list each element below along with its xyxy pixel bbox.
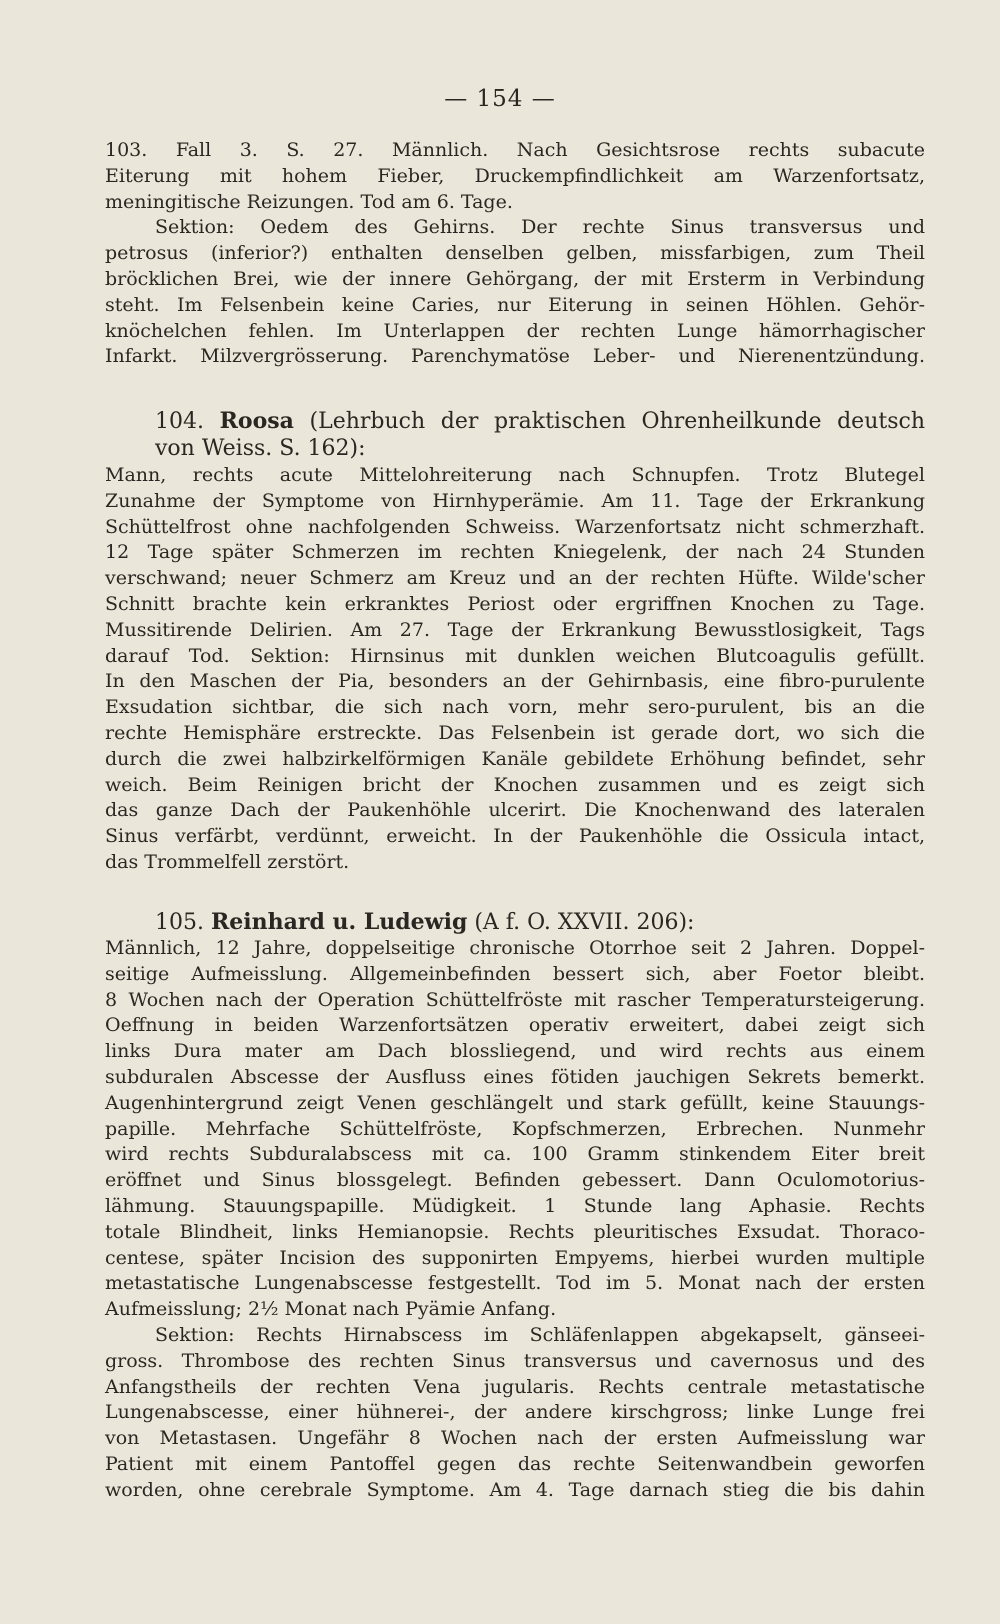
text-line: petrosus (inferior?) enthalten denselben gelben, missfarbigen, zum Theil [105, 242, 925, 265]
text-line: Augenhintergrund zeigt Venen geschlängelt und stark gefüllt, keine Stauungs- [105, 1091, 925, 1114]
text-line: In den Maschen der Pia, besonders an der Gehirnbasis, eine fibro-purulente [105, 670, 925, 693]
source-reference: (Lehrbuch der praktischen Ohrenheilkunde deutsch [309, 409, 925, 434]
case-number: 104. [155, 409, 204, 434]
author-name: Roosa [219, 408, 294, 434]
text-line: metastatische Lungenabscesse festgestellt. Tod im 5. Monat nach der ersten [105, 1272, 925, 1295]
page-number: — 154 — [444, 86, 556, 112]
text-line: das Trommelfell zerstört. [105, 850, 350, 873]
text-line: Schüttelfrost ohne nachfolgenden Schweiss. Warzenfortsatz nicht schmerzhaft. [105, 515, 925, 538]
case-105-paragraph [105, 908, 925, 1504]
text-line: papille. Mehrfache Schüttelfröste, Kopfschmerzen, Erbrechen. Nunmehr [105, 1117, 925, 1140]
text-line: Schnitt brachte kein erkranktes Periost oder ergriffnen Knochen zu Tage. [105, 592, 925, 615]
text-line: Lungenabscesse, einer hühnerei-, der andere kirschgross; linke Lunge frei [105, 1401, 925, 1424]
text-line: verschwand; neuer Schmerz am Kreuz und an der rechten Hüfte. Wilde'scher [105, 567, 925, 590]
text-line: gross. Thrombose des rechten Sinus transversus und cavernosus und des [105, 1349, 925, 1372]
text-line: Sektion: Oedem des Gehirns. Der rechte Sinus transversus und [155, 216, 925, 239]
case-104-heading-line2: von Weiss. S. 162): [155, 436, 366, 461]
text-line: rechte Hemisphäre erstreckte. Das Felsenbein ist gerade dort, wo sich die [105, 721, 925, 744]
case-number: 105. [155, 910, 204, 935]
text-line: Anfangstheils der rechten Vena jugularis. Rechts centrale metastatische [105, 1375, 925, 1398]
text-line: Zunahme der Symptome von Hirnhyperämie. Am 11. Tage der Erkrankung [105, 489, 925, 512]
text-line: Sektion: Rechts Hirnabscess im Schläfenlappen abgekapselt, gänseei- [155, 1323, 925, 1346]
text-line: Patient mit einem Pantoffel gegen das rechte Seitenwandbein geworfen [105, 1452, 925, 1475]
text-line: bröcklichen Brei, wie der innere Gehörgang, der mit Ersterm in Verbindung [105, 267, 925, 290]
case-105-heading [105, 908, 925, 936]
text-line: Mann, rechts acute Mittelohreiterung nach Schnupfen. Trotz Blutegel [105, 464, 925, 486]
text-line: Oeffnung in beiden Warzenfortsätzen operativ erweitert, dabei zeigt sich [105, 1014, 925, 1037]
text-line: 103. Fall 3. S. 27. Männlich. Nach Gesichtsrose rechts subacute [105, 139, 925, 161]
text-line: Eiterung mit hohem Fieber, Druckempfindlichkeit am Warzenfortsatz, [105, 164, 925, 187]
text-line: totale Blindheit, links Hemianopsie. Rechts pleuritisches Exsudat. Thoraco- [105, 1220, 925, 1243]
source-reference: (A f. O. XXVII. 206): [474, 910, 695, 935]
author-name: Reinhard u. Ludewig [210, 909, 468, 935]
text-line: 12 Tage später Schmerzen im rechten Kniegelenk, der nach 24 Stunden [105, 541, 925, 564]
text-line: centese, später Incision des supponirten Empyems, hierbei wurden multiple [105, 1246, 925, 1269]
text-line: durch die zwei halbzirkelförmigen Kanäle gebildete Erhöhung befindet, sehr [105, 747, 925, 770]
text-line: darauf Tod. Sektion: Hirnsinus mit dunklen weichen Blutcoagulis gefüllt. [105, 644, 925, 667]
text-line: knöchelchen fehlen. Im Unterlappen der rechten Lunge hämorrhagischer [105, 319, 925, 342]
text-line: lähmung. Stauungspapille. Müdigkeit. 1 Stunde lang Aphasie. Rechts [105, 1194, 925, 1217]
text-line: das ganze Dach der Paukenhöhle ulcerirt. Die Knochenwand des lateralen [105, 799, 925, 822]
text-line: links Dura mater am Dach blossliegend, und wird rechts aus einem [105, 1040, 925, 1063]
text-line: seitige Aufmeisslung. Allgemeinbefinden bessert sich, aber Foetor bleibt. [105, 962, 925, 985]
text-line: subduralen Abscesse der Ausfluss eines fötiden jauchigen Sekrets bemerkt. [105, 1065, 925, 1088]
text-line: worden, ohne cerebrale Symptome. Am 4. Tage darnach stieg die bis dahin [105, 1478, 925, 1501]
text-line: Exsudation sichtbar, die sich nach vorn, mehr sero-purulent, bis an die [105, 696, 925, 719]
text-line: wird rechts Subduralabscess mit ca. 100 Gramm stinkendem Eiter breit [105, 1143, 925, 1166]
text-line: von Metastasen. Ungefähr 8 Wochen nach der ersten Aufmeisslung war [105, 1427, 925, 1450]
case-104-heading [105, 407, 925, 435]
text-line: meningitische Reizungen. Tod am 6. Tage. [105, 190, 513, 213]
text-line: weich. Beim Reinigen bricht der Knochen zusammen und es zeigt sich [105, 773, 925, 796]
text-line: Infarkt. Milzvergrösserung. Parenchymatöse Leber- und Nierenentzündung. [105, 345, 925, 368]
text-line: Sinus verfärbt, verdünnt, erweicht. In der Paukenhöhle die Ossicula intact, [105, 825, 925, 848]
case-104-paragraph [105, 407, 925, 876]
text-line: Männlich, 12 Jahre, doppelseitige chronische Otorrhoe seit 2 Jahren. Doppel- [105, 937, 925, 959]
text-line: 8 Wochen nach der Operation Schüttelfröste mit rascher Temperatursteigerung. [105, 988, 925, 1011]
text-line: steht. Im Felsenbein keine Caries, nur Eiterung in seinen Höhlen. Gehör- [105, 293, 925, 316]
text-line: Mussitirende Delirien. Am 27. Tage der Erkrankung Bewusstlosigkeit, Tags [105, 618, 925, 641]
case-103-paragraph [105, 138, 925, 370]
text-line: eröffnet und Sinus blossgelegt. Befinden gebessert. Dann Oculomotorius- [105, 1169, 925, 1192]
text-line: Aufmeisslung; 2½ Monat nach Pyämie Anfang. [105, 1298, 557, 1321]
